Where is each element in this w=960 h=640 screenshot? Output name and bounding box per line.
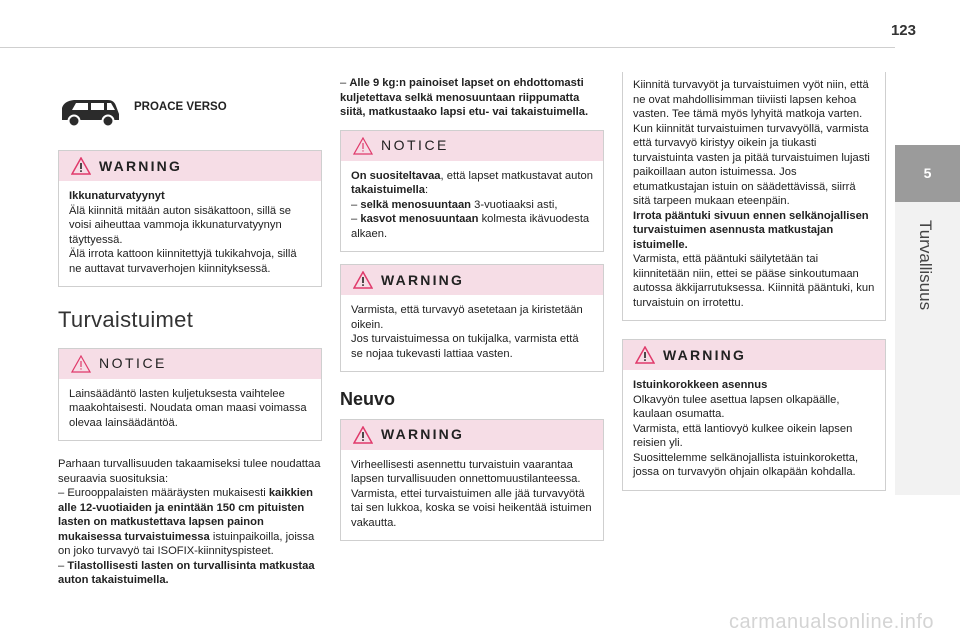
- warning-header: [623, 340, 885, 370]
- chapter-tab[interactable]: [895, 145, 960, 495]
- section-heading-neuvo: Neuvo: [340, 389, 396, 409]
- van-icon: [58, 96, 122, 128]
- notice-box-rear-seat: [340, 130, 604, 253]
- notice-triangle-icon: [71, 355, 91, 373]
- info-text: Varmista, että pääntuki säilytetään tai kiinnitetään niin, ettei se pääse sinkoutumaan autossa äkkijarrutuksessa. Kiinnitä pääntuki, kun turvaistuin on irrotettu.: [633, 253, 875, 309]
- warning-header: [341, 265, 603, 295]
- info-text: Kiinnitä turvavyöt ja turvaistuimen vyöt niin, että ne ovat mahdollisimman tiiviisti lapsen kehoa vasten. Tee tämä myös lyhyitä matkoja varten.: [633, 79, 869, 120]
- notice-label: NOTICE: [99, 355, 167, 372]
- chapter-title: Turvallisuus: [916, 220, 935, 311]
- warning-label: WARNING: [381, 426, 465, 443]
- page-number: 123: [890, 22, 916, 39]
- column-2: [340, 76, 604, 541]
- notice-text: Lainsäädäntö lasten kuljetuksesta vaihtelee maakohtaisesti. Noudata oman maasi voimassa olevaa lainsäädäntöä.: [69, 387, 307, 429]
- vehicle-header: [58, 96, 322, 128]
- warning-box-seatbelt: [340, 264, 604, 372]
- warning-header: [59, 151, 321, 181]
- warning-text: Älä kiinnitä mitään auton sisäkattoon, sillä se voisi aiheuttaa vammoja ikkunaturvatyynyn täyttyessä.: [69, 204, 292, 246]
- header-divider: [0, 47, 895, 48]
- notice-triangle-icon: [353, 137, 373, 155]
- warning-text: Varmista, ettei turvaistuimen alle jää turvavyötä tai sen lukkoa, koska se voisi heikentää istuimen vakautta.: [351, 487, 592, 529]
- warning-box-booster: [622, 339, 886, 491]
- warning-triangle-icon: [71, 157, 91, 175]
- list-item: – selkä menosuuntaan 3-vuotiaaksi asti,: [351, 198, 558, 211]
- warning-text: Olkavyön tulee asettua lapsen olkapäälle, kaulaan osumatta.: [633, 393, 840, 420]
- vehicle-title: PROACE VERSO: [134, 101, 227, 113]
- section-heading-turvaistuimet: Turvaistuimet: [58, 307, 194, 332]
- notice-header: [341, 131, 603, 161]
- notice-label: NOTICE: [381, 137, 449, 154]
- warning-header: [341, 420, 603, 450]
- info-box-belts-headrest: [622, 72, 886, 321]
- notice-header: [59, 349, 321, 379]
- warning-title: Ikkunaturvatyynyt: [69, 190, 165, 202]
- column-1: [58, 92, 322, 588]
- watermark: carmanualsonline.info: [728, 611, 934, 633]
- list-item: – Alle 9 kg:n painoiset lapset on ehdottomasti kuljetettava selkä menosuuntaan riippumatta siitä, matkustaako lapsi etu- vai takaistuimella.: [340, 77, 589, 118]
- list-item: – kasvot menosuuntaan kolmesta ikävuodesta alkaen.: [351, 213, 590, 240]
- notice-text: On suositeltavaa, että lapset matkustavat auton takaistuimella:: [351, 169, 593, 196]
- warning-title: Istuinkorokkeen asennus: [633, 379, 768, 391]
- warning-box-installation: [340, 419, 604, 542]
- info-bold-text: Irrota pääntuki sivuun ennen selkänojallisen turvaistuimen asennusta matkustajan istuimelle.: [633, 209, 869, 251]
- warning-label: WARNING: [663, 346, 747, 363]
- warning-text: Varmista, että lantiovyö kulkee oikein lapsen reisien yli.: [633, 422, 853, 449]
- warning-triangle-icon: [353, 271, 373, 289]
- warning-box-window-airbags: [58, 150, 322, 287]
- chapter-number: 5: [895, 145, 960, 202]
- warning-label: WARNING: [99, 157, 183, 174]
- warning-triangle-icon: [635, 346, 655, 364]
- child-seat-recommendations: [58, 457, 322, 588]
- info-text: Kun kiinnität turvaistuimen turvavyöllä, varmista että turvavyö kiristyy oikein ja tiukasti turvaistuinta vasten ja pitää turvaistuimen lujasti paikoillaan auton istuimessa. Jos etumatkustajan istuin on säädettävissä, siirrä sitä tarpeen mukaan eteenpäin.: [633, 122, 870, 207]
- paragraph-intro: Parhaan turvallisuuden takaamiseksi tulee noudattaa seuraavia suosituksia:: [58, 458, 321, 485]
- warning-text: Jos turvaistuimessa on tukijalka, varmista että se nojaa tukevasti lattiaa vasten.: [351, 333, 579, 360]
- list-item: – Tilastollisesti lasten on turvallisinta matkustaa auton takaistuimella.: [58, 559, 315, 586]
- warning-text: Älä irrota kattoon kiinnitettyjä tukikahvoja, sillä ne auttavat turvaverhojen kiinnityksessä.: [69, 248, 297, 275]
- notice-box-legislation: [58, 348, 322, 442]
- list-item: – Eurooppalaisten määräysten mukaisesti kaikkien alle 12-vuotiaiden ja enintään 150 cm pituisten lasten on matkustettava lapsen painon mukaisessa turvaistuimessa istuinpaikoilla, joissa on joko turvavyö tai ISOFIX-kiinnityspisteet.: [58, 487, 315, 557]
- column-3: [622, 72, 886, 491]
- warning-text: Suosittelemme selkänojallista istuinkoroketta, jossa on turvavyön ohjain olkapään kohdalla.: [633, 451, 859, 478]
- warning-triangle-icon: [353, 426, 373, 444]
- warning-text: Virheellisesti asennettu turvaistuin vaarantaa lapsen turvallisuuden onnettomuustilanteessa.: [351, 458, 581, 485]
- warning-label: WARNING: [381, 271, 465, 288]
- warning-text: Varmista, että turvavyö asetetaan ja kiristetään oikein.: [351, 304, 583, 331]
